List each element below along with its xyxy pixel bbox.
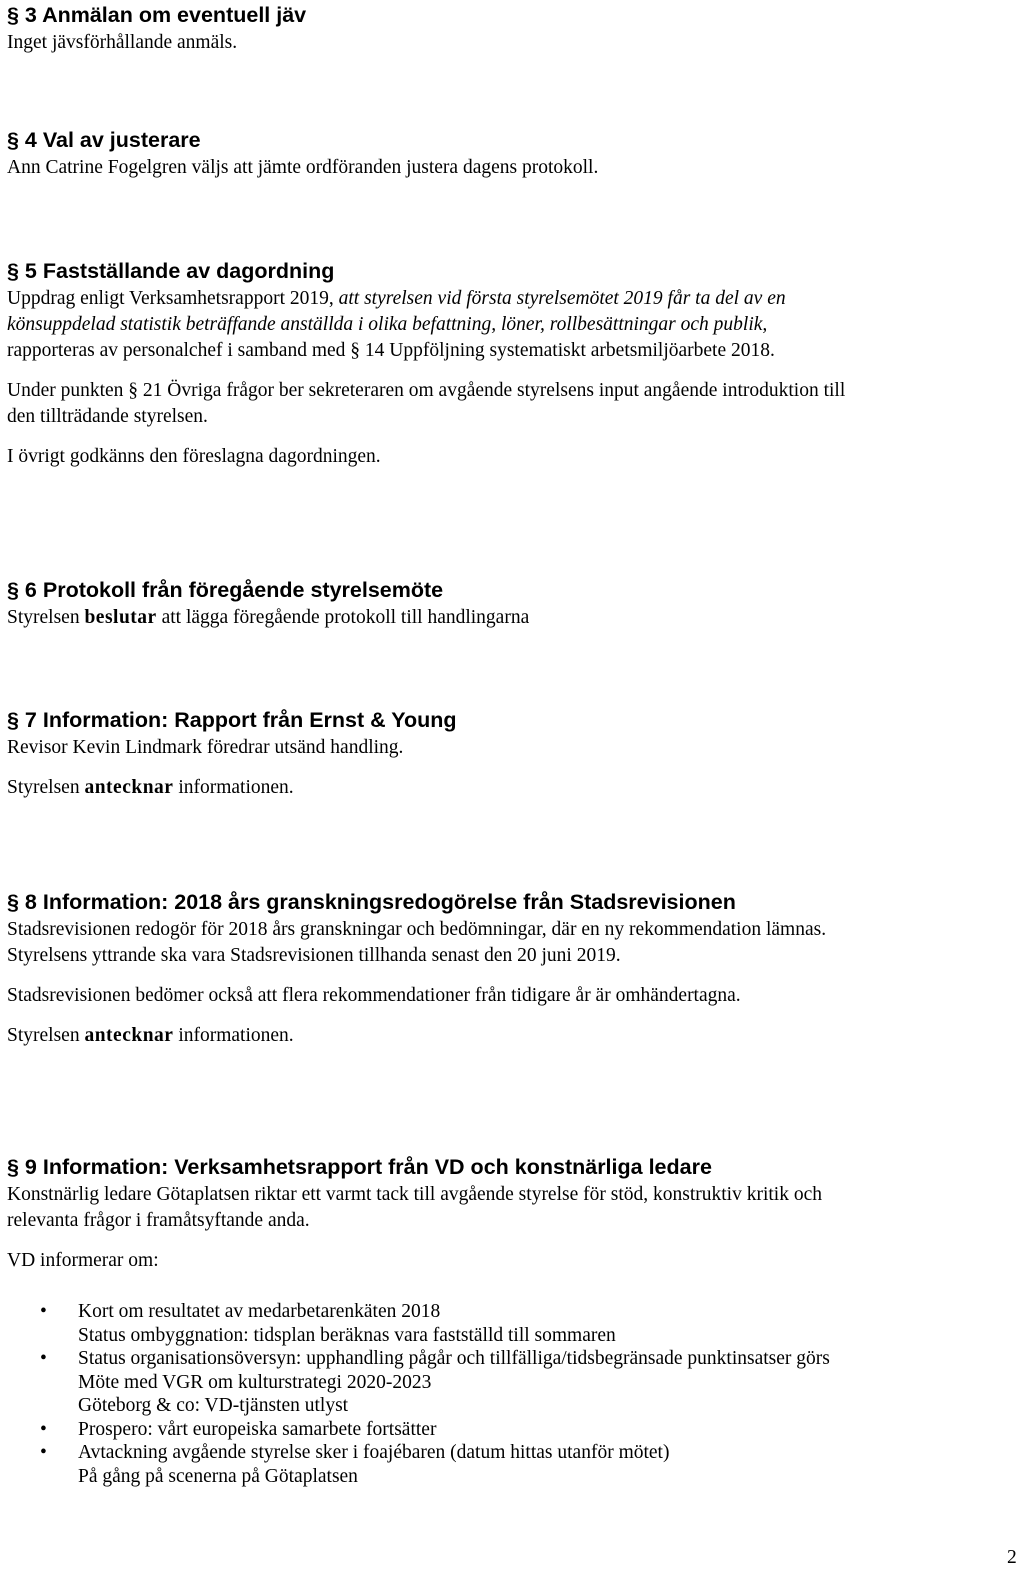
list-item-text: Avtackning avgående styrelse sker i foajébaren (datum hittas utanför mötet) [78, 1442, 670, 1463]
paragraph-line: Konstnärlig ledare Götaplatsen riktar ett varmt tack till avgående styrelse för stöd, konstruktiv kritik och [7, 1184, 822, 1205]
paragraph: Ann Catrine Fogelgren väljs att jämte ordföranden justera dagens protokoll. [7, 157, 599, 178]
vd-intro: VD informerar om: [7, 1250, 159, 1271]
list-item-text: Kort om resultatet av medarbetarenkäten 2018 [78, 1301, 441, 1322]
section-heading: § 4 Val av justerare [7, 128, 201, 152]
list-item [7, 1371, 1019, 1395]
list-item-text: Möte med VGR om kulturstrategi 2020-2023 [78, 1371, 432, 1393]
section-heading: § 6 Protokoll från föregående styrelsemöte [7, 578, 444, 602]
paragraph-text: Styrelsen [7, 607, 80, 628]
section-heading: § 7 Information: Rapport från Ernst & Young [7, 708, 457, 732]
paragraph-text: informationen. [178, 1025, 294, 1046]
section-3 [7, 2, 1019, 56]
list-item [7, 1300, 1019, 1324]
list-item-text: Göteborg & co: VD-tjänsten utlyst [78, 1395, 349, 1416]
list-item-text: Status organisationsöversyn: upphandling pågår och tillfälliga/tidsbegränsade punktinsatser görs [78, 1348, 830, 1369]
section-heading: § 9 Information: Verksamhetsrapport från VD och konstnärliga ledare [7, 1155, 712, 1179]
section-heading: § 5 Fastställande av dagordning [7, 259, 335, 283]
paragraph-line: Stadsrevisionen redogör för 2018 års granskningar och bedömningar, där en ny rekommendation lämnas. [7, 919, 827, 940]
list-item-text: På gång på scenerna på Götaplatsen [78, 1465, 358, 1487]
vd-bullet-list [7, 1300, 1019, 1488]
list-item [7, 1394, 1019, 1418]
paragraph [7, 1023, 1019, 1049]
paragraph-text: Uppdrag enligt Verksamhetsrapport 2019, [7, 288, 334, 309]
paragraph: I övrigt godkänns den föreslagna dagordningen. [7, 446, 381, 467]
paragraph [7, 775, 1019, 801]
bullet-icon: • [40, 1442, 47, 1463]
paragraph-text: Styrelsen [7, 777, 80, 798]
paragraph-line: Styrelsens yttrande ska vara Stadsrevisionen tillhanda senast den 20 juni 2019. [7, 945, 621, 966]
section-heading: § 8 Information: 2018 års granskningsredogörelse från Stadsrevisionen [7, 890, 736, 914]
section-9 [7, 1154, 1019, 1274]
bullet-icon: • [40, 1301, 47, 1322]
decision-keyword: beslutar [84, 607, 157, 628]
section-7 [7, 707, 1019, 801]
paragraph-text: att lägga föregående protokoll till handlingarna [161, 607, 530, 628]
decision-keyword: antecknar [84, 777, 174, 798]
section-5 [7, 258, 1019, 470]
page-number: 2 [1007, 1547, 1017, 1568]
paragraph-text: informationen. [178, 777, 294, 798]
list-item [7, 1324, 1019, 1348]
italic-assignment-text: att styrelsen vid första styrelsemötet 2019 får ta del av en [338, 288, 786, 309]
paragraph-line: den tillträdande styrelsen. [7, 406, 208, 427]
list-item [7, 1465, 1019, 1489]
list-item [7, 1347, 1019, 1371]
section-6 [7, 577, 1019, 631]
section-8 [7, 889, 1019, 1049]
paragraph: Revisor Kevin Lindmark föredrar utsänd handling. [7, 737, 404, 758]
section-heading: § 3 Anmälan om eventuell jäv [7, 3, 307, 27]
decision-keyword: antecknar [84, 1025, 174, 1046]
paragraph: Stadsrevisionen bedömer också att flera rekommendationer från tidigare år är omhändertagna. [7, 985, 741, 1006]
paragraph-text: Styrelsen [7, 1025, 80, 1046]
paragraph-line [7, 286, 1019, 312]
list-item-text: Prospero: vårt europeiska samarbete fortsätter [78, 1418, 437, 1440]
bullet-icon: • [40, 1418, 47, 1440]
list-item [7, 1418, 1019, 1442]
list-item [7, 1441, 1019, 1465]
paragraph-line: Under punkten § 21 Övriga frågor ber sekreteraren om avgående styrelsens input angående introduktion till [7, 380, 846, 401]
paragraph: Inget jävsförhållande anmäls. [7, 32, 238, 53]
paragraph-line [7, 312, 1019, 338]
paragraph-line: rapporteras av personalchef i samband med § 14 Uppföljning systematiskt arbetsmiljöarbete 2018. [7, 340, 775, 361]
section-4 [7, 127, 1019, 181]
list-item-text: Status ombyggnation: tidsplan beräknas vara fastställd till sommaren [78, 1324, 616, 1346]
paragraph [7, 605, 1019, 631]
bullet-icon: • [40, 1348, 47, 1369]
italic-assignment-text: könsuppdelad statistik beträffande anställda i olika befattning, löner, rollbesättningar och publik, [7, 314, 768, 335]
paragraph-line: relevanta frågor i framåtsyftande anda. [7, 1210, 310, 1231]
